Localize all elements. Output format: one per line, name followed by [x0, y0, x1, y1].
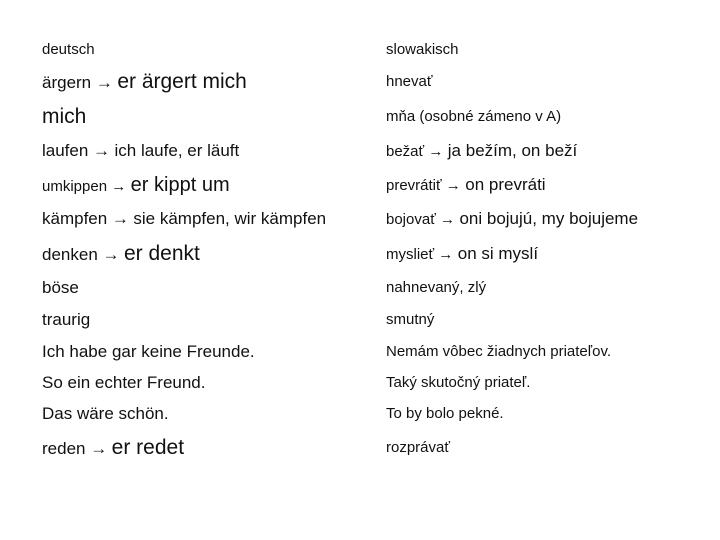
german-cell — [42, 174, 386, 197]
slovak-cell — [386, 175, 682, 195]
german-example: er ärgert mich — [117, 70, 247, 93]
vocabulary-table — [42, 34, 682, 466]
table-row — [42, 202, 682, 236]
german-example: ich laufe, er läuft — [114, 141, 240, 160]
german-example: traurig — [42, 310, 91, 329]
german-cell — [42, 342, 386, 362]
german-cell — [42, 141, 386, 161]
slovak-base-word: myslieť → — [386, 246, 454, 263]
slovak-base-word: mňa (osobné zámeno v A) — [386, 108, 562, 125]
slovak-cell — [386, 439, 682, 457]
table-row — [42, 368, 682, 398]
slovak-example: on prevráti — [465, 175, 546, 194]
slovak-base-word: bojovať → — [386, 211, 455, 228]
header-slovak: slowakisch — [386, 40, 459, 58]
slovak-example: ja bežím, on beží — [447, 141, 578, 160]
slovak-cell — [386, 311, 682, 329]
german-cell — [42, 310, 386, 330]
german-cell — [42, 70, 386, 94]
slovak-cell — [386, 279, 682, 297]
header-row — [42, 34, 682, 64]
german-cell — [42, 404, 386, 424]
slovak-cell — [386, 343, 682, 361]
german-cell — [42, 242, 386, 266]
slovak-cell — [386, 209, 682, 229]
slovak-base-word: prevrátiť → — [386, 177, 461, 194]
german-example: er kippt um — [130, 173, 230, 196]
slovak-cell — [386, 108, 682, 126]
table-row — [42, 336, 682, 368]
slovak-base-word: Taký skutočný priateľ. — [386, 374, 531, 391]
german-cell — [42, 436, 386, 460]
german-base-word: ärgern → — [42, 73, 113, 92]
slovak-cell — [386, 73, 682, 91]
german-base-word: reden → — [42, 439, 108, 458]
table-row — [42, 236, 682, 272]
table-row — [42, 64, 682, 100]
table-row — [42, 304, 682, 336]
german-base-word: umkippen → — [42, 177, 127, 195]
slovak-example: on si myslí — [457, 244, 539, 263]
german-cell — [42, 278, 386, 298]
header-german: deutsch — [42, 40, 95, 58]
german-cell — [42, 105, 386, 129]
german-base-word: kämpfen → — [42, 209, 129, 228]
slovak-base-word: nahnevaný, zlý — [386, 279, 487, 296]
table-row — [42, 272, 682, 304]
german-cell — [42, 373, 386, 393]
slovak-base-word: bežať → — [386, 143, 444, 160]
slovak-example: oni bojujú, my bojujeme — [459, 209, 639, 228]
table-row — [42, 134, 682, 168]
german-example: Das wäre schön. — [42, 404, 169, 423]
slovak-base-word: hnevať — [386, 73, 433, 90]
german-example: So ein echter Freund. — [42, 373, 206, 392]
table-row — [42, 430, 682, 466]
german-base-word: laufen → — [42, 141, 111, 160]
slovak-base-word: To by bolo pekné. — [386, 405, 504, 422]
slovak-cell — [386, 244, 682, 264]
slovak-cell — [386, 374, 682, 392]
table-row — [42, 398, 682, 430]
slovak-base-word: rozprávať — [386, 439, 450, 456]
slovak-cell — [386, 141, 682, 161]
slovak-cell — [386, 405, 682, 423]
table-row — [42, 100, 682, 134]
german-example: böse — [42, 278, 79, 297]
german-example: mich — [42, 105, 87, 128]
german-example: er redet — [111, 436, 185, 459]
german-example: er denkt — [123, 242, 200, 265]
german-cell — [42, 209, 386, 229]
table-row — [42, 168, 682, 202]
german-example: Ich habe gar keine Freunde. — [42, 342, 255, 361]
german-base-word: denken → — [42, 245, 120, 264]
german-example: sie kämpfen, wir kämpfen — [133, 209, 327, 228]
slovak-base-word: smutný — [386, 311, 435, 328]
slovak-base-word: Nemám vôbec žiadnych priateľov. — [386, 343, 612, 360]
